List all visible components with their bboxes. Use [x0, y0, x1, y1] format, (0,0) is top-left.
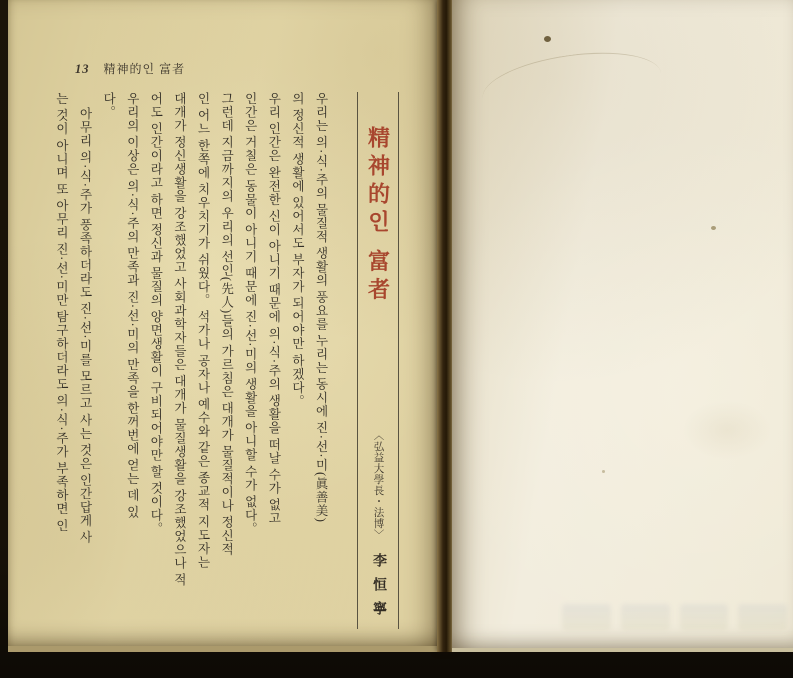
text-column: 어도 인간이라고 하면 정신과 물질의 양면생활이 구비되어야만 할 것이다。 [148, 92, 163, 536]
ink-speck [602, 470, 605, 473]
body-text-columns [49, 92, 332, 629]
ink-speck [544, 36, 551, 42]
paper-scratch [479, 43, 666, 128]
author-group [368, 430, 388, 625]
text-column: 우리의 이상은 의·식·주의 만족과 진·선·미의 만족을 한꺼번에 얻는 데 있 [125, 92, 140, 519]
text-column: 대개가 정신생활을 강조했었고 사회과학자들은 대개가 물질생활을 강조했었으나 적 [172, 92, 187, 587]
text-column: 인 어느 한쪽에 치우치기가 쉬웠다。 석가나 공자나 예수와 같은 종교적 지도자는 [196, 92, 211, 569]
text-column: 아무리 의·식·주가 풍족하더라도 진·선·미를 모르고 사는 것은 인간답게 사 [78, 107, 93, 545]
page-header [75, 60, 185, 77]
article-content [38, 92, 399, 629]
text-column: 우리는 의·식·주의 물질적 생활의 풍요를 누리는 동시에 진·선·미(眞善美) [314, 92, 328, 523]
author-name: 李恒寧 [371, 553, 386, 625]
text-column: 우리 인간은 완전한 신이 아니기 때문에 의·식·주의 생활을 떠날 수가 없고 [266, 92, 281, 526]
text-column: 그런데 지금까지의 우리의 선인(先人)들의 가르침은 대개가 물질적이나 정신적 [219, 92, 234, 557]
running-title: 精神的인 富者 [103, 62, 186, 76]
faint-watermark [562, 604, 787, 630]
left-page [8, 0, 441, 652]
right-page [452, 0, 793, 652]
text-column: 다。 [101, 92, 116, 119]
author-affiliation: 〈弘益大學長・法博〉 [372, 430, 384, 540]
article-title-block [357, 92, 399, 629]
text-column: 는 것이 아니며 또 아무리 진·선·미만 탐구하더라도 의·식·주가 부족하면 인 [54, 92, 69, 533]
ink-speck [711, 226, 716, 230]
page-number: 13 [75, 62, 90, 76]
text-column: 인간은 거칠은 동물이 아니기 때문에 진·선·미의 생활을 아니할 수가 없다。 [243, 92, 258, 536]
paper-stain [682, 400, 772, 460]
article-title: 精神的인 富者 [365, 126, 391, 306]
text-column: 의 정신적 생활에 있어서도 부자가 되어야만 하겠다。 [290, 92, 305, 408]
